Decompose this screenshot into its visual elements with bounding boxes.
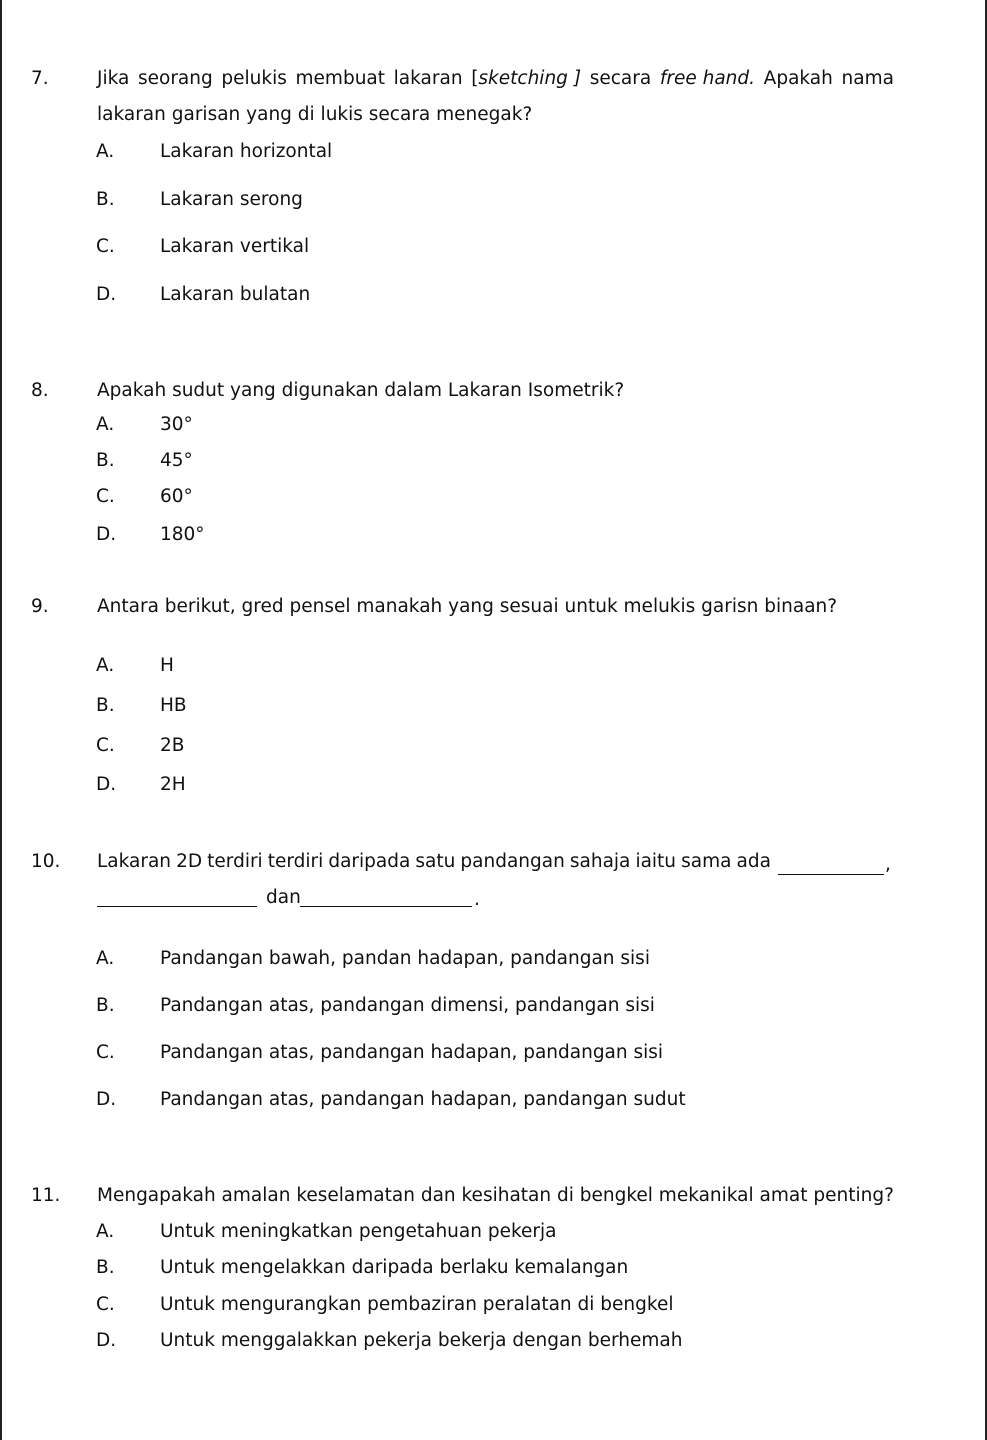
option-text: Untuk meningkatkan pengetahuan pekerja — [160, 1221, 557, 1242]
option-text: 30° — [160, 414, 193, 435]
option-text: Lakaran bulatan — [160, 284, 311, 305]
option-label: B. — [96, 450, 115, 471]
option-text: HB — [160, 695, 187, 716]
option-text: Pandangan bawah, pandan hadapan, pandangan sisi — [160, 948, 650, 969]
option-label: B. — [96, 1257, 115, 1278]
option-label: A. — [96, 141, 115, 162]
option-label: C. — [96, 486, 115, 507]
answer-blank-1[interactable] — [778, 874, 884, 875]
question-stem: Mengapakah amalan keselamatan dan kesihatan di bengkel mekanikal amat penting? — [97, 1185, 894, 1206]
option-label: D. — [96, 774, 117, 795]
question-stem: Apakah sudut yang digunakan dalam Lakaran Isometrik? — [97, 380, 625, 401]
option-label: C. — [96, 1294, 115, 1315]
option-label: D. — [96, 1089, 117, 1110]
option-label: D. — [96, 1330, 117, 1351]
option-label: D. — [96, 284, 117, 305]
answer-blank-3[interactable] — [300, 906, 472, 907]
option-text: 2H — [160, 774, 186, 795]
option-label: A. — [96, 948, 115, 969]
option-label: C. — [96, 1042, 115, 1063]
option-label: C. — [96, 236, 115, 257]
option-text: Lakaran horizontal — [160, 141, 333, 162]
option-label: B. — [96, 189, 115, 210]
option-text: 60° — [160, 486, 193, 507]
blank-period: . — [474, 889, 480, 910]
answer-blank-2[interactable] — [97, 906, 257, 907]
option-text: 2B — [160, 735, 185, 756]
option-text: Untuk menggalakkan pekerja bekerja dengan berhemah — [160, 1330, 683, 1351]
blank-connector: dan — [266, 887, 301, 908]
page-border-left — [0, 0, 2, 1440]
option-label: B. — [96, 695, 115, 716]
option-label: B. — [96, 995, 115, 1016]
question-number: 9. — [31, 596, 49, 617]
option-label: A. — [96, 1221, 115, 1242]
option-text: H — [160, 655, 174, 676]
option-text: Pandangan atas, pandangan hadapan, pandangan sudut — [160, 1089, 686, 1110]
question-number: 8. — [31, 380, 49, 401]
option-text: Lakaran vertikal — [160, 236, 310, 257]
option-label: A. — [96, 655, 115, 676]
option-text: 45° — [160, 450, 193, 471]
question-number: 7. — [31, 68, 49, 89]
option-text: Pandangan atas, pandangan hadapan, pandangan sisi — [160, 1042, 664, 1063]
option-label: C. — [96, 735, 115, 756]
option-text: Untuk mengelakkan daripada berlaku kemalangan — [160, 1257, 629, 1278]
option-label: A. — [96, 414, 115, 435]
option-text: 180° — [160, 524, 205, 545]
question-stem-line-2: lakaran garisan yang di lukis secara menegak? — [97, 104, 533, 125]
question-stem-line-1: Jika seorang pelukis membuat lakaran [sketching ] secara free hand. Apakah nama — [97, 68, 894, 89]
question-number: 10. — [31, 851, 61, 872]
option-text: Pandangan atas, pandangan dimensi, pandangan sisi — [160, 995, 655, 1016]
option-text: Lakaran serong — [160, 189, 303, 210]
blank-comma: , — [885, 854, 891, 875]
question-stem-line-1: Lakaran 2D terdiri terdiri daripada satu pandangan sahaja iaitu sama ada — [97, 851, 771, 872]
question-number: 11. — [31, 1185, 61, 1206]
question-stem: Antara berikut, gred pensel manakah yang sesuai untuk melukis garisn binaan? — [97, 596, 838, 617]
option-label: D. — [96, 524, 117, 545]
option-text: Untuk mengurangkan pembaziran peralatan di bengkel — [160, 1294, 674, 1315]
